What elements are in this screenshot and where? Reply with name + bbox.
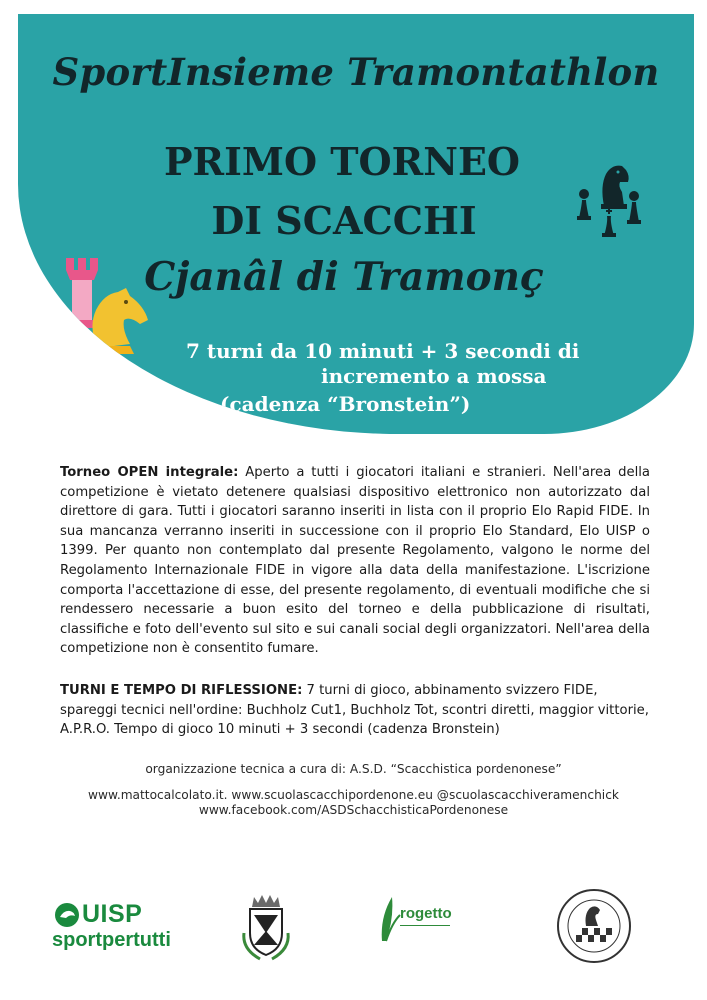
chess-pieces-dark-icon: [574, 156, 646, 238]
progetto-leaf-icon: [378, 893, 402, 943]
progetto-logo-text: rogetto: [400, 905, 452, 922]
municipal-crest-icon: [240, 893, 292, 961]
website-links: www.mattocalcolato.it. www.scuolascacchipordenone.eu @scuolascacchiveramenchick: [88, 788, 619, 802]
facebook-link: www.facebook.com/ASDSchacchisticaPordenonese: [198, 803, 509, 817]
tournament-title-line1: PRIMO TORNEO: [163, 139, 521, 184]
uisp-logo-subtext: sportpertutti: [52, 929, 171, 951]
uisp-runner-icon: [54, 902, 80, 928]
rounds-line3: (cadenza “Bronstein”): [220, 392, 471, 416]
rules-paragraph-open: [60, 463, 650, 659]
organization-credit: organizzazione tecnica a cura di: A.S.D. “Scacchistica pordenonese”: [145, 762, 562, 776]
tournament-location: Cjanâl di Tramonç: [144, 254, 544, 300]
rules-paragraph-open-text: Aperto a tutti i giocatori italiani e stranieri. Nell'area della competizione è vietato detenere qualsiasi dispositivo elettronico non autorizzato dal direttore di gara. Tutti i giocatori saranno inseriti in lista con il proprio Elo Rapid FIDE. In sua mancanza verranno inseriti in successione con il proprio Elo Standard, Elo UISP o 1399. Per quanto non contemplato dal presente Regolamento, valgono le norme del Regolamento Internazionale FIDE in vigore alla data della manifestazione. L'iscrizione comporta l'accettazione di esse, del presente regolamento, di eventuali modifiche che si rendessero necessarie a buon esito del torneo e della pubblicazione di risultati, classifiche e foto dell'evento sul sito e sui canali social degli organizzatori. Nell'area della competizione non è consentito fumare.: [60, 465, 650, 657]
progetto-divider: [400, 925, 450, 926]
header-banner: [18, 14, 694, 434]
progetto-logo: [378, 893, 468, 955]
tournament-title-line2: DI SCACCHI: [211, 198, 477, 243]
rules-paragraph-open-lead: Torneo OPEN integrale:: [60, 465, 239, 480]
rules-paragraph-rounds-text: 7 turni di gioco, abbinamento svizzero FIDE, spareggi tecnici nell'ordine: Buchholz Cut1, Buchholz Tot, scontri diretti, maggior vittorie, A.P.R.O. Tempo di gioco 10 minuti + 3 secondi (cadenza Bronstein): [60, 683, 649, 738]
uisp-logo-text: UISP: [82, 900, 143, 928]
rules-paragraph-rounds-lead: TURNI E TEMPO DI RIFLESSIONE:: [60, 683, 303, 698]
rules-paragraph-rounds: [60, 681, 650, 740]
chess-club-seal-icon: [556, 888, 632, 964]
rounds-line1: 7 turni da 10 minuti + 3 secondi di: [186, 339, 580, 363]
rounds-line2: incremento a mossa: [321, 364, 547, 388]
event-title: SportInsieme Tramontathlon: [52, 50, 660, 94]
chess-pieces-color-icon: [60, 258, 170, 434]
uisp-logo: [52, 900, 172, 955]
